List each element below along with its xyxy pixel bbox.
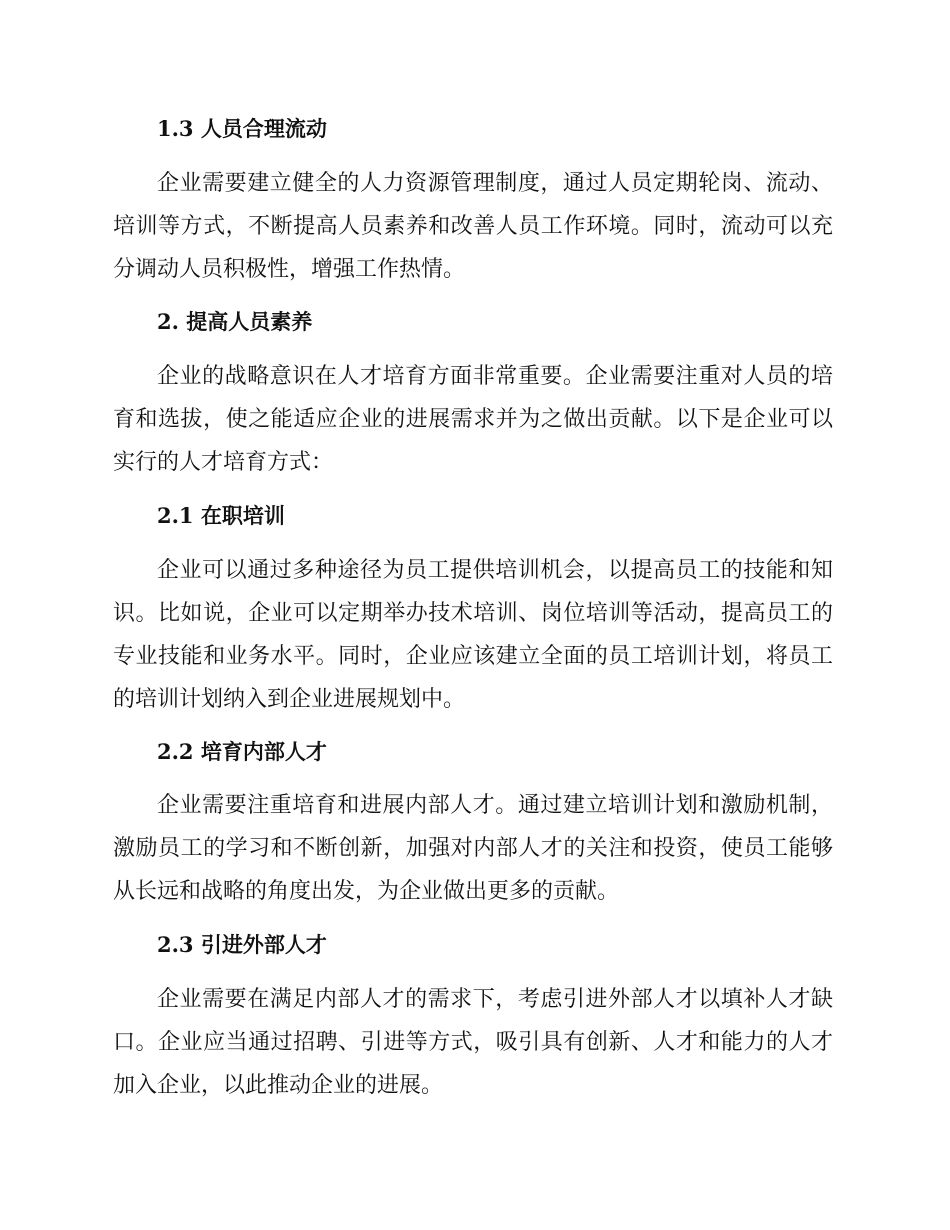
section-heading-2: 2. 提高人员素养	[157, 309, 313, 334]
section-paragraph-2: 企业的战略意识在人才培育方面非常重要。企业需要注重对人员的培育和选拔，使之能适应企业的进展需求并为之做出贡献。以下是企业可以实行的人才培育方式：	[113, 364, 833, 475]
section-heading-2-3: 2.3 引进外部人才	[157, 932, 327, 957]
section-paragraph-1-3: 企业需要建立健全的人力资源管理制度，通过人员定期轮岗、流动、培训等方式，不断提高人员素养和改善人员工作环境。同时，流动可以充分调动人员积极性，增强工作热情。	[113, 171, 833, 282]
section-heading-2-1: 2.1 在职培训	[157, 503, 285, 528]
section-heading-2-2: 2.2 培育内部人才	[157, 739, 327, 764]
section-paragraph-2-3: 企业需要在满足内部人才的需求下，考虑引进外部人才以填补人才缺口。企业应当通过招聘、引进等方式，吸引具有创新、人才和能力的人才加入企业，以此推动企业的进展。	[113, 987, 833, 1098]
section-heading-1-3: 1.3 人员合理流动	[157, 116, 327, 141]
section-paragraph-2-2: 企业需要注重培育和进展内部人才。通过建立培训计划和激励机制，激励员工的学习和不断创新，加强对内部人才的关注和投资，使员工能够从长远和战略的角度出发，为企业做出更多的贡献。	[113, 793, 833, 904]
section-paragraph-2-1: 企业可以通过多种途径为员工提供培训机会，以提高员工的技能和知识。比如说，企业可以定期举办技术培训、岗位培训等活动，提高员工的专业技能和业务水平。同时，企业应该建立全面的员工培训计划，将员工的培训计划纳入到企业进展规划中。	[113, 558, 833, 712]
